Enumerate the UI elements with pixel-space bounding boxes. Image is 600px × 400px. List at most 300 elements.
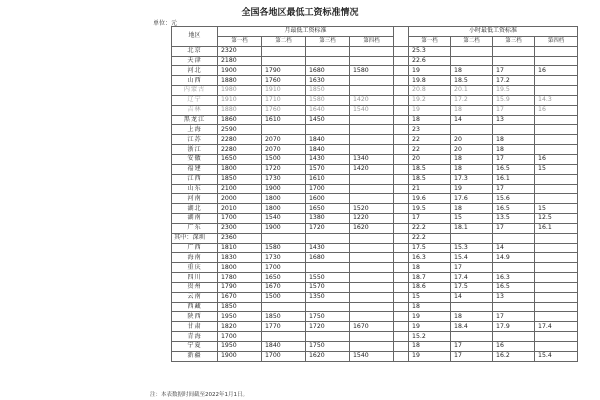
hourly-cell: 17 bbox=[493, 184, 535, 194]
hourly-cell: 12.5 bbox=[535, 214, 578, 224]
spacer-cell bbox=[394, 164, 409, 174]
monthly-cell bbox=[306, 125, 350, 135]
hourly-cell bbox=[535, 184, 578, 194]
table-row bbox=[172, 174, 578, 184]
hourly-cell: 20 bbox=[451, 135, 493, 145]
wage-table bbox=[171, 26, 578, 362]
monthly-cell: 1710 bbox=[262, 95, 306, 105]
monthly-cell: 1640 bbox=[306, 105, 350, 115]
hourly-cell: 20.1 bbox=[451, 86, 493, 96]
monthly-cell: 1720 bbox=[306, 223, 350, 233]
hourly-cell: 15 bbox=[409, 292, 451, 302]
monthly-cell: 2280 bbox=[218, 135, 262, 145]
monthly-cell bbox=[350, 76, 394, 86]
monthly-cell bbox=[350, 125, 394, 135]
monthly-cell: 1950 bbox=[218, 312, 262, 322]
hourly-cell: 17.3 bbox=[451, 174, 493, 184]
hourly-cell: 20.8 bbox=[409, 86, 451, 96]
monthly-cell bbox=[350, 243, 394, 253]
region-cell: 内蒙古 bbox=[172, 86, 218, 96]
spacer-cell bbox=[394, 233, 409, 243]
monthly-cell: 1780 bbox=[218, 273, 262, 283]
monthly-cell bbox=[350, 253, 394, 263]
hourly-cell: 14 bbox=[451, 115, 493, 125]
hourly-cell: 14.9 bbox=[493, 253, 535, 263]
hourly-cell: 17 bbox=[409, 214, 451, 224]
region-cell: 甘肃 bbox=[172, 322, 218, 332]
monthly-cell: 1650 bbox=[306, 204, 350, 214]
monthly-cell bbox=[350, 194, 394, 204]
monthly-cell: 1650 bbox=[262, 273, 306, 283]
region-cell: 山东 bbox=[172, 184, 218, 194]
region-cell: 河北 bbox=[172, 66, 218, 76]
monthly-cell: 2100 bbox=[218, 184, 262, 194]
monthly-cell: 1700 bbox=[218, 214, 262, 224]
monthly-cell: 1900 bbox=[218, 66, 262, 76]
spacer-cell bbox=[394, 342, 409, 352]
hourly-cell: 16 bbox=[535, 105, 578, 115]
hourly-cell: 15.3 bbox=[451, 243, 493, 253]
hourly-cell: 15 bbox=[535, 164, 578, 174]
spacer-cell bbox=[394, 223, 409, 233]
spacer-cell bbox=[394, 76, 409, 86]
monthly-cell: 1540 bbox=[350, 351, 394, 361]
monthly-cell bbox=[306, 302, 350, 312]
hourly-cell: 17.2 bbox=[451, 95, 493, 105]
region-cell: 吉林 bbox=[172, 105, 218, 115]
monthly-cell: 1850 bbox=[218, 302, 262, 312]
spacer-cell bbox=[394, 145, 409, 155]
hourly-cell: 14 bbox=[493, 243, 535, 253]
monthly-cell: 1700 bbox=[262, 351, 306, 361]
monthly-cell: 1950 bbox=[218, 342, 262, 352]
hourly-cell: 19.5 bbox=[409, 204, 451, 214]
hourly-cell bbox=[493, 46, 535, 56]
hourly-cell bbox=[451, 56, 493, 66]
table-row bbox=[172, 233, 578, 243]
hourly-cell bbox=[535, 332, 578, 342]
hourly-cell: 18.1 bbox=[451, 223, 493, 233]
region-header: 地区 bbox=[172, 27, 218, 47]
hourly-cell: 19.2 bbox=[409, 95, 451, 105]
hourly-cell bbox=[535, 282, 578, 292]
monthly-cell: 1670 bbox=[218, 292, 262, 302]
spacer-cell bbox=[394, 86, 409, 96]
region-cell: 福建 bbox=[172, 164, 218, 174]
hourly-cell: 20 bbox=[451, 145, 493, 155]
hourly-cell: 17.5 bbox=[409, 243, 451, 253]
monthly-cell bbox=[262, 46, 306, 56]
hourly-cell: 15.9 bbox=[493, 95, 535, 105]
monthly-cell: 1720 bbox=[306, 322, 350, 332]
monthly-cell: 2590 bbox=[218, 125, 262, 135]
monthly-cell bbox=[350, 332, 394, 342]
hourly-cell bbox=[535, 302, 578, 312]
monthly-cell: 2280 bbox=[218, 145, 262, 155]
hourly-cell bbox=[535, 263, 578, 273]
region-cell: 黑龙江 bbox=[172, 115, 218, 125]
hourly-cell bbox=[451, 233, 493, 243]
spacer-cell bbox=[394, 332, 409, 342]
monthly-cell bbox=[306, 263, 350, 273]
monthly-cell: 1220 bbox=[350, 214, 394, 224]
monthly-cell: 1770 bbox=[262, 322, 306, 332]
table-row bbox=[172, 223, 578, 233]
hourly-cell bbox=[535, 342, 578, 352]
table-row bbox=[172, 66, 578, 76]
table-row bbox=[172, 351, 578, 361]
monthly-cell: 1880 bbox=[218, 76, 262, 86]
hourly-cell bbox=[535, 174, 578, 184]
spacer-cell bbox=[394, 312, 409, 322]
region-cell: 浙江 bbox=[172, 145, 218, 155]
hourly-cell: 22 bbox=[409, 145, 451, 155]
table-row bbox=[172, 56, 578, 66]
spacer-cell bbox=[394, 322, 409, 332]
hourly-cell: 18 bbox=[409, 342, 451, 352]
monthly-tier-2: 第二档 bbox=[262, 36, 306, 46]
monthly-cell: 1620 bbox=[350, 223, 394, 233]
hourly-cell bbox=[535, 292, 578, 302]
monthly-cell: 1680 bbox=[306, 66, 350, 76]
monthly-cell: 1800 bbox=[262, 204, 306, 214]
monthly-cell: 1550 bbox=[306, 273, 350, 283]
monthly-cell: 1910 bbox=[218, 95, 262, 105]
monthly-cell: 1850 bbox=[218, 174, 262, 184]
hourly-cell bbox=[493, 233, 535, 243]
spacer-cell bbox=[394, 174, 409, 184]
hourly-tier-3: 第三档 bbox=[493, 36, 535, 46]
monthly-cell: 1420 bbox=[350, 95, 394, 105]
monthly-cell: 1340 bbox=[350, 154, 394, 164]
monthly-cell bbox=[350, 86, 394, 96]
hourly-cell: 16.5 bbox=[493, 164, 535, 174]
region-cell: 宁夏 bbox=[172, 342, 218, 352]
table-row bbox=[172, 273, 578, 283]
region-cell: 河南 bbox=[172, 194, 218, 204]
unit-label: 单位：元 bbox=[153, 20, 178, 27]
hourly-cell: 15 bbox=[535, 204, 578, 214]
hourly-cell bbox=[535, 86, 578, 96]
hourly-cell bbox=[451, 125, 493, 135]
monthly-header: 月最低工资标准 bbox=[218, 27, 394, 37]
monthly-cell: 1700 bbox=[218, 332, 262, 342]
hourly-cell bbox=[451, 302, 493, 312]
hourly-cell: 13 bbox=[493, 292, 535, 302]
monthly-cell: 1620 bbox=[306, 351, 350, 361]
table-row bbox=[172, 292, 578, 302]
monthly-cell: 1830 bbox=[218, 253, 262, 263]
region-cell: 青海 bbox=[172, 332, 218, 342]
monthly-cell: 1750 bbox=[306, 312, 350, 322]
monthly-cell: 1630 bbox=[306, 76, 350, 86]
hourly-cell: 18 bbox=[451, 204, 493, 214]
spacer-cell bbox=[394, 292, 409, 302]
hourly-cell bbox=[535, 135, 578, 145]
monthly-cell bbox=[306, 56, 350, 66]
hourly-cell: 16.3 bbox=[409, 253, 451, 263]
monthly-cell bbox=[350, 145, 394, 155]
monthly-cell: 1430 bbox=[306, 243, 350, 253]
monthly-cell: 1750 bbox=[306, 342, 350, 352]
hourly-cell: 19 bbox=[409, 312, 451, 322]
hourly-cell: 19 bbox=[409, 351, 451, 361]
hourly-tier-4: 第四档 bbox=[535, 36, 578, 46]
region-cell: 云南 bbox=[172, 292, 218, 302]
table-row bbox=[172, 204, 578, 214]
hourly-cell: 15.6 bbox=[493, 194, 535, 204]
hourly-cell: 19 bbox=[409, 66, 451, 76]
monthly-cell: 1500 bbox=[262, 292, 306, 302]
hourly-cell: 20 bbox=[409, 154, 451, 164]
hourly-cell bbox=[535, 233, 578, 243]
hourly-cell: 17.5 bbox=[451, 282, 493, 292]
monthly-cell: 1570 bbox=[306, 282, 350, 292]
table-row bbox=[172, 125, 578, 135]
page-title: 全国各地区最低工资标准情况 bbox=[241, 8, 359, 18]
monthly-cell: 1800 bbox=[262, 194, 306, 204]
monthly-cell: 1850 bbox=[262, 312, 306, 322]
region-cell: 广东 bbox=[172, 223, 218, 233]
monthly-cell: 1790 bbox=[218, 282, 262, 292]
hourly-cell bbox=[535, 56, 578, 66]
table-row bbox=[172, 322, 578, 332]
table-row bbox=[172, 154, 578, 164]
hourly-cell: 18 bbox=[451, 164, 493, 174]
region-cell: 辽宁 bbox=[172, 95, 218, 105]
hourly-cell bbox=[535, 243, 578, 253]
region-cell: 海南 bbox=[172, 253, 218, 263]
region-cell: 湖北 bbox=[172, 204, 218, 214]
monthly-cell: 1730 bbox=[262, 174, 306, 184]
monthly-cell: 2300 bbox=[218, 223, 262, 233]
region-cell: 其中：深圳 bbox=[172, 233, 218, 243]
hourly-cell: 17 bbox=[451, 263, 493, 273]
monthly-cell: 2360 bbox=[218, 233, 262, 243]
table-row bbox=[172, 184, 578, 194]
monthly-cell: 1840 bbox=[306, 135, 350, 145]
hourly-cell: 18 bbox=[451, 105, 493, 115]
hourly-cell: 16.5 bbox=[493, 204, 535, 214]
monthly-cell: 1380 bbox=[306, 214, 350, 224]
hourly-cell: 19.8 bbox=[409, 76, 451, 86]
monthly-cell: 1580 bbox=[350, 66, 394, 76]
region-cell: 西藏 bbox=[172, 302, 218, 312]
spacer-cell bbox=[394, 56, 409, 66]
monthly-cell: 1610 bbox=[262, 115, 306, 125]
spacer-cell bbox=[394, 105, 409, 115]
spacer-header bbox=[394, 27, 409, 47]
monthly-cell bbox=[306, 46, 350, 56]
table-row bbox=[172, 282, 578, 292]
hourly-cell: 17.9 bbox=[493, 322, 535, 332]
monthly-cell bbox=[350, 233, 394, 243]
hourly-cell: 21 bbox=[409, 184, 451, 194]
monthly-cell: 1760 bbox=[262, 76, 306, 86]
region-cell: 新疆 bbox=[172, 351, 218, 361]
monthly-cell bbox=[350, 292, 394, 302]
monthly-cell: 1800 bbox=[218, 164, 262, 174]
monthly-cell: 1430 bbox=[306, 154, 350, 164]
monthly-cell: 1350 bbox=[306, 292, 350, 302]
hourly-cell: 16.2 bbox=[493, 351, 535, 361]
monthly-cell: 1820 bbox=[218, 322, 262, 332]
hourly-cell: 16 bbox=[535, 154, 578, 164]
monthly-cell bbox=[306, 332, 350, 342]
hourly-cell: 19 bbox=[409, 322, 451, 332]
hourly-cell: 16.1 bbox=[535, 223, 578, 233]
monthly-cell: 1580 bbox=[306, 95, 350, 105]
monthly-cell bbox=[350, 174, 394, 184]
hourly-cell: 25.3 bbox=[409, 46, 451, 56]
monthly-cell bbox=[350, 263, 394, 273]
table-row bbox=[172, 214, 578, 224]
monthly-cell: 1570 bbox=[306, 164, 350, 174]
monthly-cell: 1730 bbox=[262, 253, 306, 263]
region-cell: 江西 bbox=[172, 174, 218, 184]
hourly-cell bbox=[535, 273, 578, 283]
hourly-cell: 18.6 bbox=[409, 282, 451, 292]
monthly-cell bbox=[306, 233, 350, 243]
monthly-cell: 1600 bbox=[306, 194, 350, 204]
hourly-cell: 18 bbox=[451, 154, 493, 164]
spacer-cell bbox=[394, 194, 409, 204]
spacer-cell bbox=[394, 263, 409, 273]
hourly-cell: 18 bbox=[451, 66, 493, 76]
hourly-cell: 14 bbox=[451, 292, 493, 302]
monthly-cell bbox=[262, 125, 306, 135]
monthly-tier-3: 第三档 bbox=[306, 36, 350, 46]
region-cell: 重庆 bbox=[172, 263, 218, 273]
monthly-cell bbox=[350, 115, 394, 125]
monthly-cell: 1520 bbox=[350, 204, 394, 214]
monthly-cell: 2070 bbox=[262, 135, 306, 145]
hourly-cell bbox=[535, 125, 578, 135]
hourly-cell: 16.1 bbox=[493, 174, 535, 184]
monthly-cell: 1900 bbox=[262, 223, 306, 233]
monthly-cell: 1720 bbox=[262, 164, 306, 174]
monthly-cell: 1450 bbox=[306, 115, 350, 125]
spacer-cell bbox=[394, 125, 409, 135]
hourly-cell: 22 bbox=[409, 135, 451, 145]
monthly-cell bbox=[262, 302, 306, 312]
hourly-cell: 22.2 bbox=[409, 233, 451, 243]
monthly-cell: 1900 bbox=[218, 351, 262, 361]
monthly-cell: 1540 bbox=[350, 105, 394, 115]
hourly-cell bbox=[535, 312, 578, 322]
hourly-cell: 18.5 bbox=[409, 164, 451, 174]
table-row bbox=[172, 243, 578, 253]
hourly-cell: 15.4 bbox=[535, 351, 578, 361]
monthly-cell: 1880 bbox=[218, 105, 262, 115]
spacer-cell bbox=[394, 253, 409, 263]
hourly-cell: 18.5 bbox=[409, 174, 451, 184]
monthly-cell: 1700 bbox=[262, 263, 306, 273]
hourly-cell bbox=[493, 125, 535, 135]
hourly-cell bbox=[535, 194, 578, 204]
hourly-cell bbox=[535, 46, 578, 56]
region-cell: 湖南 bbox=[172, 214, 218, 224]
monthly-cell: 1680 bbox=[306, 253, 350, 263]
hourly-cell: 15.4 bbox=[451, 253, 493, 263]
monthly-cell bbox=[262, 332, 306, 342]
hourly-cell: 19 bbox=[409, 105, 451, 115]
hourly-cell bbox=[535, 145, 578, 155]
monthly-cell bbox=[350, 312, 394, 322]
hourly-cell: 16 bbox=[493, 342, 535, 352]
monthly-cell: 1980 bbox=[218, 86, 262, 96]
monthly-cell bbox=[350, 46, 394, 56]
region-cell: 江苏 bbox=[172, 135, 218, 145]
monthly-tier-1: 第一档 bbox=[218, 36, 262, 46]
table-row bbox=[172, 145, 578, 155]
region-cell: 陕西 bbox=[172, 312, 218, 322]
hourly-cell: 18 bbox=[409, 115, 451, 125]
spacer-cell bbox=[394, 214, 409, 224]
hourly-cell: 15 bbox=[451, 214, 493, 224]
table-row bbox=[172, 263, 578, 273]
hourly-cell bbox=[451, 332, 493, 342]
monthly-cell: 1840 bbox=[306, 145, 350, 155]
monthly-cell bbox=[350, 302, 394, 312]
table-row bbox=[172, 302, 578, 312]
monthly-cell: 2010 bbox=[218, 204, 262, 214]
monthly-cell: 1860 bbox=[218, 115, 262, 125]
monthly-cell: 1850 bbox=[306, 86, 350, 96]
hourly-cell bbox=[493, 263, 535, 273]
table-row bbox=[172, 95, 578, 105]
hourly-cell: 22.6 bbox=[409, 56, 451, 66]
hourly-cell: 17.4 bbox=[451, 273, 493, 283]
region-cell: 四川 bbox=[172, 273, 218, 283]
hourly-cell bbox=[493, 332, 535, 342]
hourly-cell: 22.2 bbox=[409, 223, 451, 233]
hourly-cell bbox=[535, 253, 578, 263]
hourly-cell: 17 bbox=[493, 312, 535, 322]
table-row bbox=[172, 194, 578, 204]
spacer-cell bbox=[394, 351, 409, 361]
hourly-cell: 15.2 bbox=[409, 332, 451, 342]
region-cell: 广西 bbox=[172, 243, 218, 253]
monthly-cell: 1670 bbox=[262, 282, 306, 292]
hourly-tier-2: 第二档 bbox=[451, 36, 493, 46]
monthly-cell: 1760 bbox=[262, 105, 306, 115]
hourly-cell: 17.6 bbox=[451, 194, 493, 204]
region-cell: 山西 bbox=[172, 76, 218, 86]
table-row bbox=[172, 76, 578, 86]
monthly-cell: 1610 bbox=[306, 174, 350, 184]
region-cell: 安徽 bbox=[172, 154, 218, 164]
table-body bbox=[172, 46, 578, 361]
monthly-cell: 2320 bbox=[218, 46, 262, 56]
monthly-cell: 1500 bbox=[262, 154, 306, 164]
hourly-cell bbox=[535, 76, 578, 86]
hourly-cell: 13 bbox=[493, 115, 535, 125]
spacer-cell bbox=[394, 204, 409, 214]
monthly-cell bbox=[350, 184, 394, 194]
hourly-cell: 16.3 bbox=[493, 273, 535, 283]
table-row bbox=[172, 253, 578, 263]
hourly-cell: 19 bbox=[451, 184, 493, 194]
monthly-cell bbox=[262, 56, 306, 66]
monthly-cell: 1540 bbox=[262, 214, 306, 224]
hourly-cell: 14.3 bbox=[535, 95, 578, 105]
table-row bbox=[172, 86, 578, 96]
monthly-tier-4: 第四档 bbox=[350, 36, 394, 46]
hourly-header: 小时最低工资标准 bbox=[409, 27, 578, 37]
hourly-cell: 17.2 bbox=[493, 76, 535, 86]
hourly-cell: 16.5 bbox=[493, 282, 535, 292]
